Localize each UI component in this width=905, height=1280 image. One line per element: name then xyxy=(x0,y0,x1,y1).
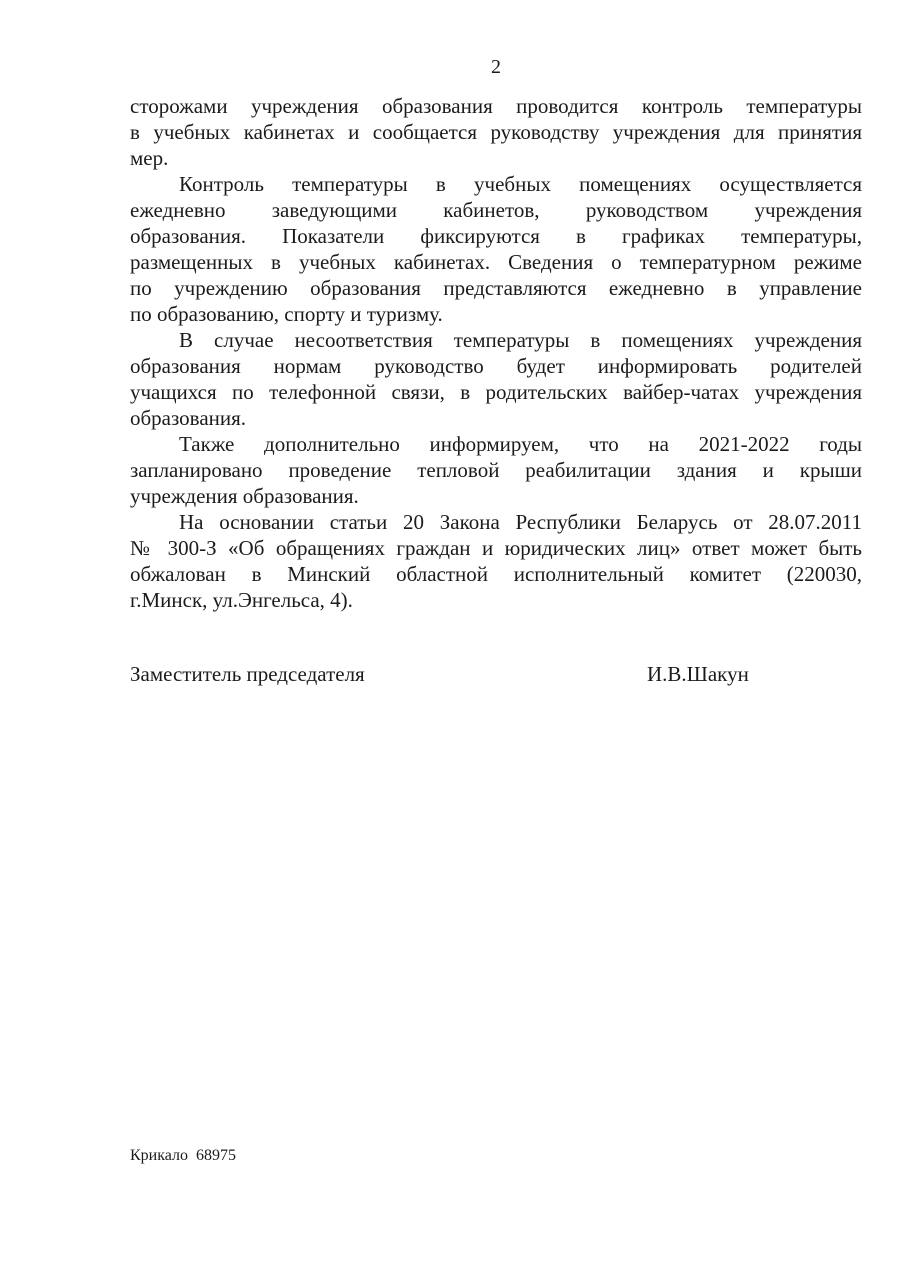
body-line: № 300-З «Об обращениях граждан и юридических лиц» ответ может быть xyxy=(130,536,862,560)
letter-body xyxy=(130,93,862,613)
body-paragraph xyxy=(130,509,862,613)
body-line: обжалован в Минский областной исполнительный комитет (220030, xyxy=(130,562,862,586)
body-line: размещенных в учебных кабинетах. Сведения о температурном режиме xyxy=(130,250,862,274)
body-line: г.Минск, ул.Энгельса, 4). xyxy=(130,588,353,612)
signature-block xyxy=(130,661,862,687)
page-number: 2 xyxy=(491,56,501,78)
body-line: образования. xyxy=(130,406,247,430)
body-line: Контроль температуры в учебных помещениях осуществляется xyxy=(179,172,862,196)
body-line: сторожами учреждения образования проводится контроль температуры xyxy=(130,94,862,118)
signature-title: Заместитель председателя xyxy=(130,662,365,686)
body-line: В случае несоответствия температуры в помещениях учреждения xyxy=(179,328,862,352)
body-line: по образованию, спорту и туризму. xyxy=(130,302,443,326)
body-line: Также дополнительно информируем, что на 2021-2022 годы xyxy=(179,432,862,456)
body-paragraph xyxy=(130,93,862,171)
body-line: На основании статьи 20 Закона Республики Беларусь от 28.07.2011 xyxy=(179,510,862,534)
body-line: мер. xyxy=(130,146,169,170)
footer-reference: Крикало 68975 xyxy=(130,1147,236,1164)
body-line: по учреждению образования представляются ежедневно в управление xyxy=(130,276,862,300)
body-line: запланировано проведение тепловой реабилитации здания и крыши xyxy=(130,458,862,482)
body-paragraph xyxy=(130,431,862,509)
body-line: образования нормам руководство будет информировать родителей xyxy=(130,354,862,378)
body-line: ежедневно заведующими кабинетов, руководством учреждения xyxy=(130,198,862,222)
body-paragraph xyxy=(130,327,862,431)
body-line: учащихся по телефонной связи, в родительских вайбер-чатах учреждения xyxy=(130,380,862,404)
body-line: в учебных кабинетах и сообщается руководству учреждения для принятия xyxy=(130,120,862,144)
body-paragraph xyxy=(130,171,862,327)
body-line: образования. Показатели фиксируются в графиках температуры, xyxy=(130,224,862,248)
signature-name: И.В.Шакун xyxy=(647,662,749,686)
body-line: учреждения образования. xyxy=(130,484,359,508)
